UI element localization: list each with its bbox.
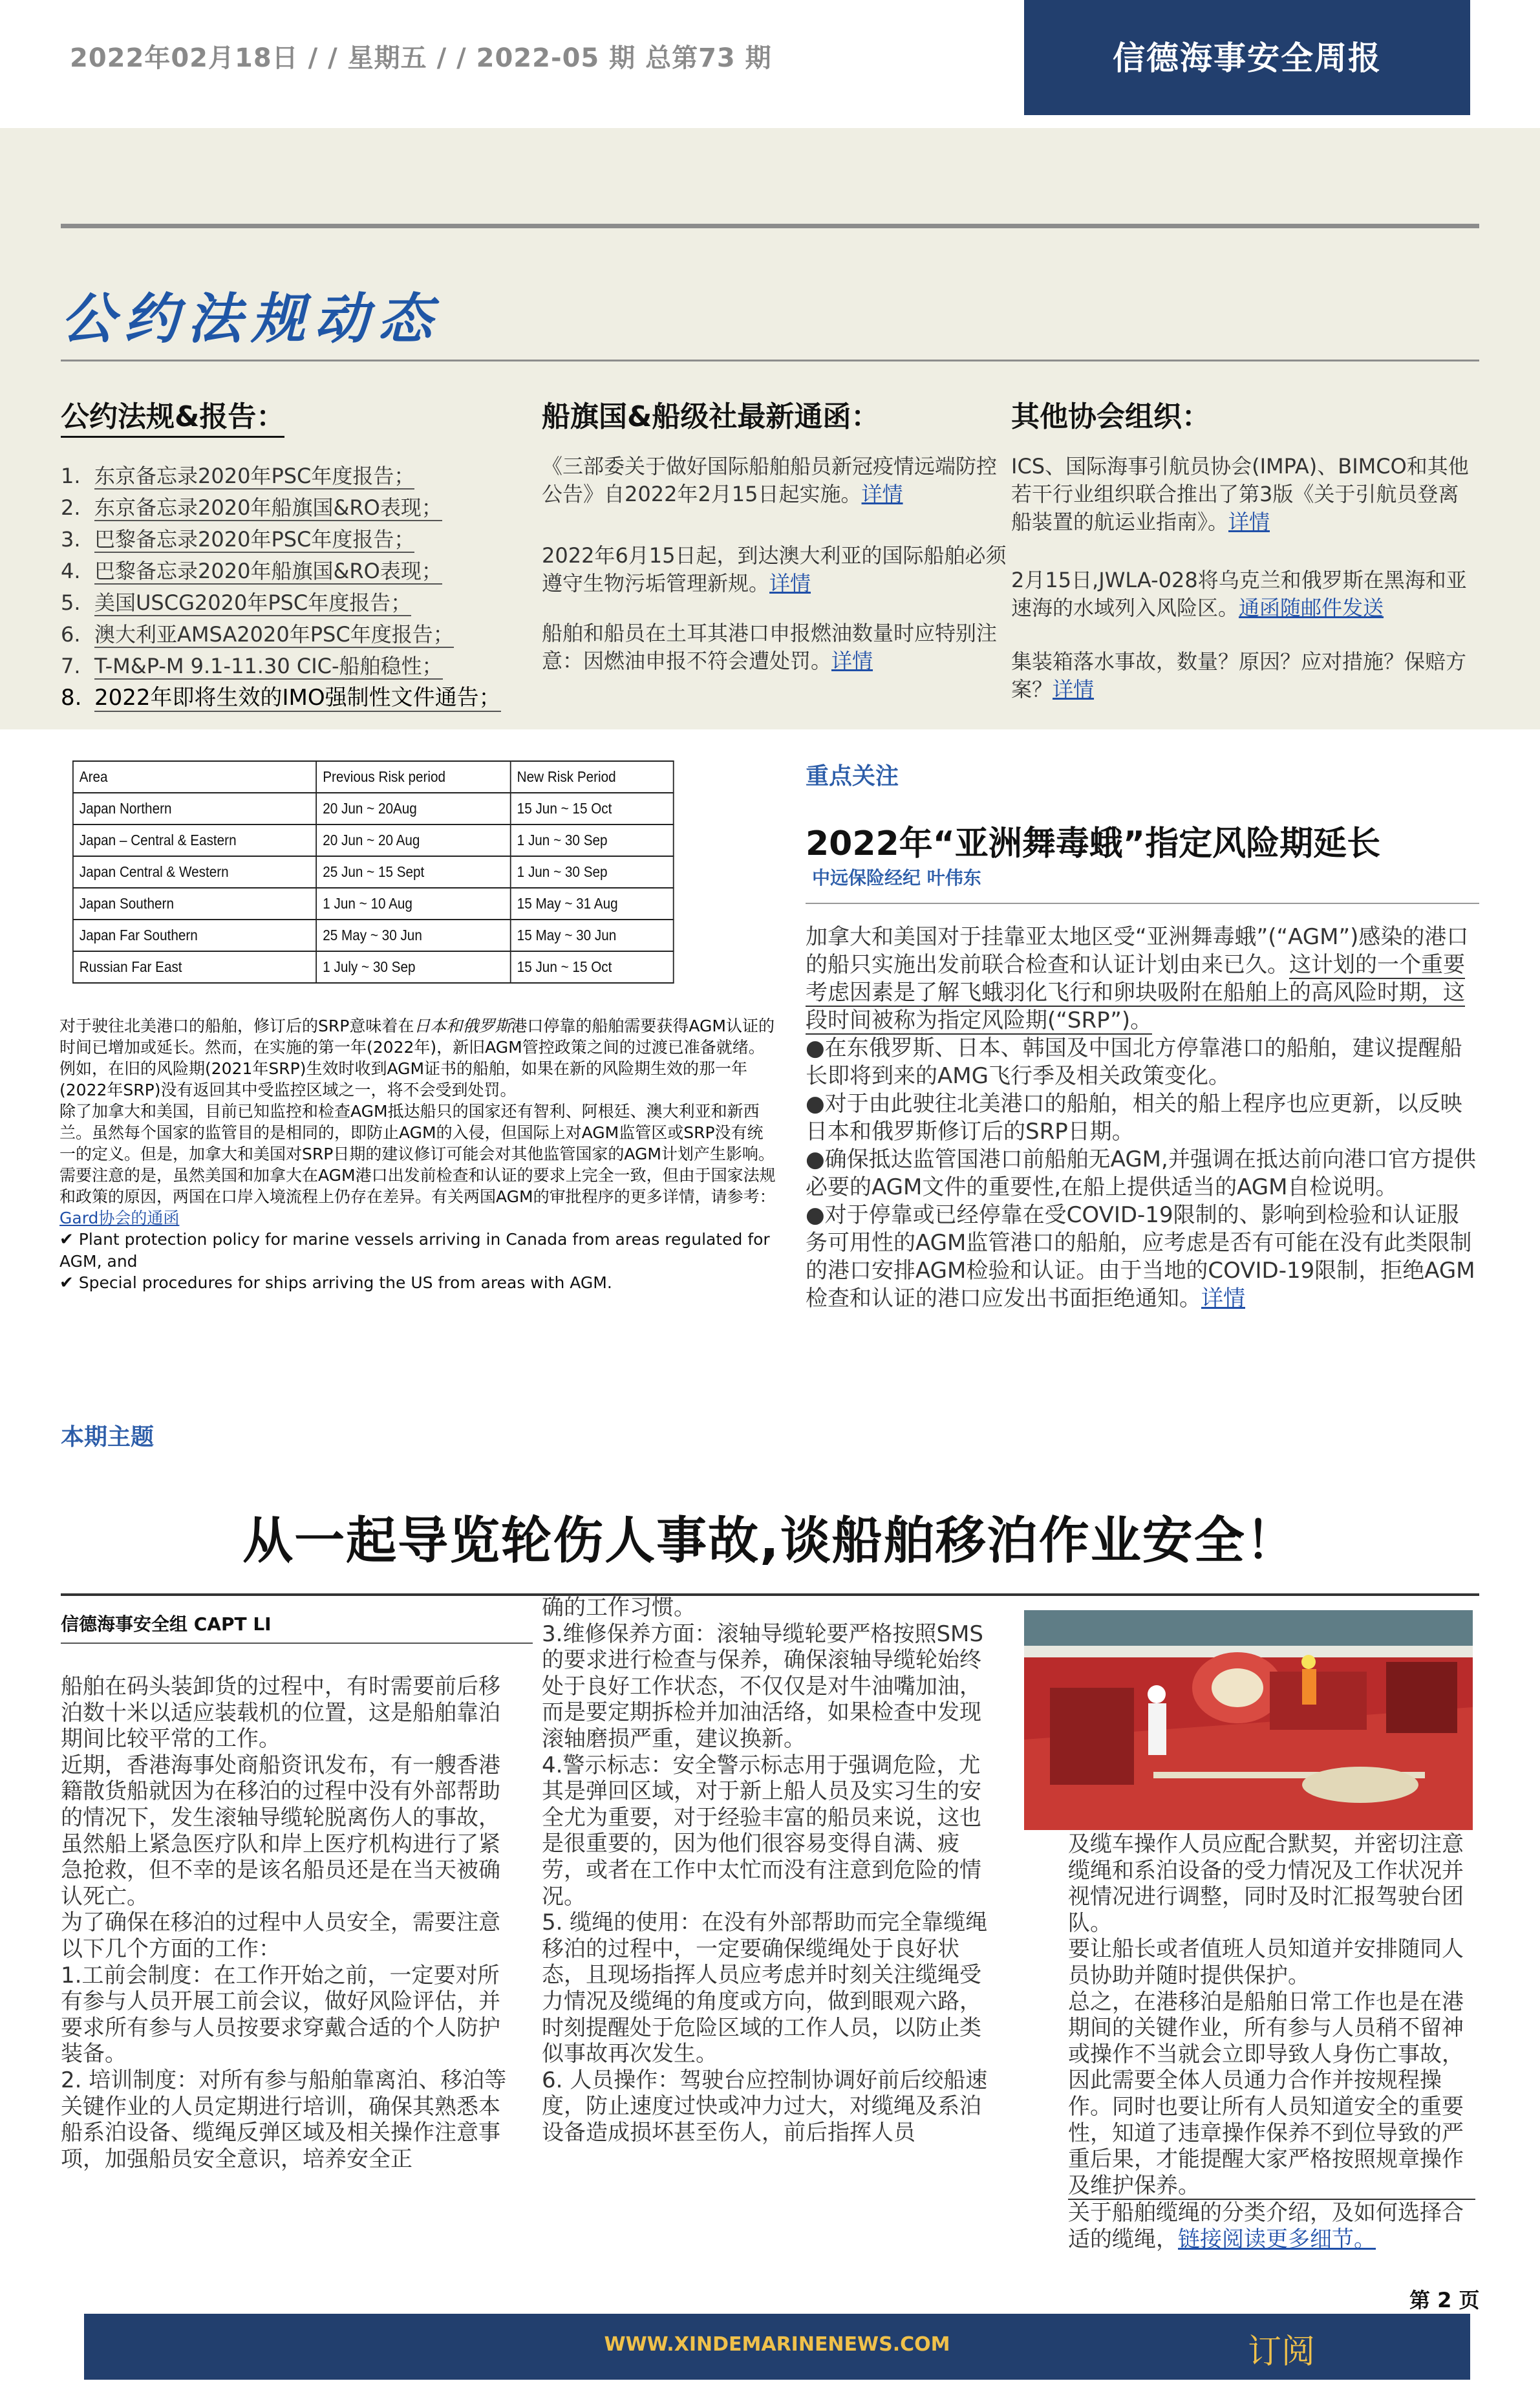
report-link[interactable]: 美国USCG2020年PSC年度报告；: [94, 590, 412, 615]
news-item: 《三部委关于做好国际船舶船员新冠疫情远端防控公告》自2022年2月15日起实施。详情: [542, 454, 998, 506]
news-item: ICS、国际海事引航员协会(IMPA)、BIMCO和其他若干行业组织联合推出了第3版《关于引航员登离船装置的航运业指南》。详情: [1011, 454, 1469, 534]
report-link[interactable]: 2022年即将生效的IMO强制性文件通告；: [94, 685, 501, 711]
key-focus-body: [806, 923, 1479, 1313]
report-link[interactable]: 巴黎备忘录2020年船旗国&RO表现；: [94, 559, 442, 583]
website-link[interactable]: WWW.XINDEMARINENEWS.COM: [604, 2333, 950, 2356]
report-link[interactable]: T-M&P-M 9.1-11.30 CIC-船舶稳性；: [94, 654, 443, 678]
table-header-row: [73, 761, 674, 793]
paragraph: 3.维修保养方面：滚轴导缆轮要严格按照SMS的要求进行检查与保养，确保滚轴导缆轮始终处于良好工作状态，不仅仅是对牛油嘴加油，而是要定期拆检并加油活络，如果检查中发现滚轴磨损严重，建议换新。: [542, 1621, 983, 1752]
table-row: Japan – Central & Eastern 20 Jun ~ 20 Aug 1 Jun ~ 30 Sep: [73, 824, 674, 856]
key-focus-title: 2022年“亚洲舞毒蛾”指定风险期延长: [806, 824, 1381, 863]
table-row: Japan Southern 1 Jun ~ 10 Aug 15 May ~ 31 Aug: [73, 888, 674, 920]
table-row: Japan Far Southern 25 May ~ 30 Jun 15 May ~ 30 Jun: [73, 920, 674, 951]
news-item: 集装箱落水事故，数量？原因？应对措施？保赔方案？详情: [1011, 649, 1467, 702]
masthead-title: 信德海事安全周报: [1113, 39, 1382, 77]
article-byline: 信德海事安全组 CAPT LI: [61, 1613, 272, 1635]
report-link[interactable]: 东京备忘录2020年船旗国&RO表现；: [94, 495, 442, 520]
key-focus-author: 中远保险经纪 叶伟东: [812, 867, 981, 889]
note-paragraph: 对于驶往北美港口的船舶，修订后的SRP意味着在日本和俄罗斯港口停靠的船舶需要获得AGM认证的时间已增加或延长。然而，在实施的第一年(2022年)，新旧AGM管控政策之间的过渡已准备就绪。例如，在旧的风险期(2021年SRP)生效时收到AGM证书的船舶，如果在新的风险期生效的那一年(2022年SRP)没有返回其中受监控区域之一，将不会受到处罚。: [59, 1017, 775, 1099]
news-item: 船舶和船员在土耳其港口申报燃油数量时应特别注意：因燃油申报不符会遭处罚。详情: [542, 621, 998, 673]
list-item[interactable]: 1. 东京备忘录2020年PSC年度报告；: [61, 464, 415, 488]
news-item: 2月15日,JWLA-028将乌克兰和俄罗斯在黑海和亚速海的水域列入风险区。通函随邮件发送: [1011, 568, 1467, 620]
report-link[interactable]: 巴黎备忘录2020年PSC年度报告；: [94, 527, 415, 552]
issue-date-line: 2022年02月18日 / / 星期五 / / 2022-05 期 总第73 期: [70, 43, 772, 73]
checklist-item: ✔ Plant protection policy for marine vessels arriving in Canada from areas regulated for AGM, and: [59, 1230, 770, 1271]
list-item[interactable]: 7. T-M&P-M 9.1-11.30 CIC-船舶稳性；: [61, 654, 443, 678]
bullet-item: ●对于停靠或已经停靠在受COVID-19限制的、影响到检验和认证服务可用性的AGM监管港口的船舶，应考虑是否有可能在没有此类限制的港口安排AGM检验和认证。由于当地的COVID-19限制，拒绝AGM检查和认证的港口应发出书面拒绝通知。详情: [806, 1202, 1475, 1311]
list-item[interactable]: 4. 巴黎备忘录2020年船旗国&RO表现；: [61, 559, 442, 583]
bullet-item: ●确保抵达监管国港口前船舶无AGM,并强调在抵达前向港口官方提供必要的AGM文件的重要性,在船上提供适当的AGM自检说明。: [806, 1147, 1476, 1200]
paragraph: 船舶在码头装卸货的过程中，有时需要前后移泊数十米以适应装载机的位置，这是船舶靠泊期间比较平常的工作。: [61, 1674, 500, 1752]
table-header-cell: Area: [73, 761, 316, 793]
report-link[interactable]: 东京备忘录2020年PSC年度报告；: [94, 464, 415, 488]
paragraph: 关于船舶缆绳的分类介绍，及如何选择合适的缆绳，链接阅读更多细节。: [1068, 2200, 1464, 2252]
article-column-3: [1068, 1831, 1475, 2253]
paragraph: 要让船长或者值班人员知道并安排随同人员协助并随时提供保护。: [1068, 1936, 1464, 1988]
report-list: [61, 460, 533, 714]
subscribe-button[interactable]: 订阅: [1248, 2333, 1316, 2371]
paragraph: 确的工作习惯。: [542, 1595, 696, 1621]
list-item[interactable]: 3. 巴黎备忘录2020年PSC年度报告；: [61, 527, 415, 552]
paragraph: 6. 人员操作：驾驶台应控制协调好前后绞船速度，防止速度过快或冲力过大，对缆绳及系泊设备造成损坏甚至伤人，前后指挥人员: [542, 2067, 988, 2146]
checkmark-icon: ✔: [59, 1273, 74, 1293]
paragraph: 为了确保在移泊的过程中人员安全，需要注意以下几个方面的工作：: [61, 1910, 500, 1962]
bullet-item: ●对于由此驶往北美港口的船舶，相关的船上程序也应更新，以反映日本和俄罗斯修订后的SRP日期。: [806, 1091, 1462, 1145]
paragraph: 及缆车操作人员应配合默契，并密切注意缆绳和系泊设备的受力情况及工作状况并视情况进行调整，同时及时汇报驾驶台团队。: [1068, 1831, 1464, 1936]
details-link[interactable]: 详情: [769, 571, 811, 596]
details-link[interactable]: 详情: [1053, 677, 1095, 702]
key-focus-label: 重点关注: [806, 763, 899, 790]
page-number: 第 2 页: [1409, 2288, 1480, 2312]
main-topic-title: 从一起导览轮伤人事故,谈船舶移泊作业安全！: [242, 1512, 1298, 1570]
divider: [806, 903, 1479, 904]
ship-deck-photo: [1024, 1610, 1473, 1830]
list-item[interactable]: 2. 东京备忘录2020年船旗国&RO表现；: [61, 495, 442, 520]
note-paragraph: 需要注意的是，虽然美国和加拿大在AGM港口出发前检查和认证的要求上完全一致，但由于国家法规和政策的原因，两国在口岸入境流程上仍存在差异。有关两国AGM的审批程序的更多详情，请参考：Gard协会的通函: [59, 1166, 776, 1227]
note-paragraph: 除了加拿大和美国，目前已知监控和检查AGM抵达船只的国家还有智利、阿根廷、澳大利亚和新西兰。虽然每个国家的监管目的是相同的，即防止AGM的入侵，但国际上对AGM监管区或SRP没有统一的定义。但是，加拿大和美国对SRP日期的建议修订可能会对其他监管国家的AGM计划产生影响。: [59, 1102, 775, 1163]
details-link[interactable]: 详情: [831, 649, 873, 673]
col-heading-regulations: 公约法规&报告：: [61, 393, 284, 438]
paragraph: 近期，香港海事处商船资讯发布，有一艘香港籍散货船就因为在移泊的过程中没有外部帮助的情况下，发生滚轴导缆轮脱离伤人的事故，虽然船上紧急医疗队和岸上医疗机构进行了紧急抢救，但不幸的是该名船员还是在当天被确认死亡。: [61, 1752, 500, 1910]
table-row: Japan Northern 20 Jun ~ 20Aug 15 Jun ~ 15 Oct: [73, 793, 674, 824]
article-column-1: [61, 1674, 513, 2172]
checkmark-icon: ✔: [59, 1230, 74, 1249]
section-divider: [61, 360, 1479, 361]
paragraph: 总之，在港移泊是船舶日常工作也是在港期间的关键作业，所有参与人员稍不留神或操作不当就会立即导致人身伤亡事故，因此需要全体人员通力合作并按规程操作。同时也要让所有人员知道安全的重要性，知道了违章操作保养不到位导致的严重后果，才能提醒大家严格按照规章操作及维护保养。: [1068, 1989, 1475, 2201]
list-item[interactable]: 6. 澳大利亚AMSA2020年PSC年度报告；: [61, 622, 454, 647]
paragraph: 2. 培训制度：对所有参与船舶靠离泊、移泊等关键作业的人员定期进行培训，确保其熟悉本船系泊设备、缆绳反弹区域及相关操作注意事项，加强船员安全意识，培养安全正: [61, 2067, 507, 2172]
read-more-link[interactable]: 链接阅读更多细节。: [1178, 2226, 1376, 2252]
table-header-cell: Previous Risk period: [316, 761, 510, 793]
agm-risk-period-table: [72, 760, 674, 984]
details-link[interactable]: 详情: [1228, 510, 1270, 534]
divider: [61, 1643, 533, 1644]
table-row: Russian Far East 1 July ~ 30 Sep 15 Jun ~ 15 Oct: [73, 951, 674, 983]
list-item[interactable]: 8. 2022年即将生效的IMO强制性文件通告；: [61, 685, 501, 711]
details-link[interactable]: 详情: [1201, 1286, 1245, 1311]
news-item: 2022年6月15日起，到达澳大利亚的国际船舶必须遵守生物污垢管理新规。详情: [542, 543, 1007, 596]
table-header-cell: New Risk Period: [511, 761, 674, 793]
paragraph: 1.工前会制度：在工作开始之前，一定要对所有参与人员开展工前会议，做好风险评估，并要求所有参与人员按要求穿戴合适的个人防护装备。: [61, 1962, 500, 2067]
list-item[interactable]: 5. 美国USCG2020年PSC年度报告；: [61, 590, 412, 615]
section-title: 公约法规动态: [61, 287, 442, 350]
main-topic-label: 本期主题: [61, 1424, 155, 1450]
agm-notes: [59, 1015, 777, 1294]
bullet-item: ●在东俄罗斯、日本、韩国及中国北方停靠港口的船舶，建议提醒船长即将到来的AMG飞行季及相关政策变化。: [806, 1035, 1462, 1089]
article-column-2: [542, 1595, 988, 2146]
section-divider: [61, 224, 1479, 228]
col-heading-associations: 其他协会组织：: [1011, 400, 1210, 433]
paragraph: 加拿大和美国对于挂靠亚太地区受“亚洲舞毒蛾”(“AGM”)感染的港口的船只实施出发前联合检查和认证计划由来已久。这计划的一个重要考虑因素是了解飞蛾羽化飞行和卵块吸附在船舶上的高风险时期，这段时间被称为指定风险期(“SRP”)。: [806, 924, 1469, 1033]
paragraph: 5. 缆绳的使用：在没有外部帮助而完全靠缆绳移泊的过程中，一定要确保缆绳处于良好状态，且现场指挥人员应考虑并时刻关注缆绳受力情况及缆绳的角度或方向，做到眼观六路，时刻提醒处于危险区域的工作人员，以防止类似事故再次发生。: [542, 1910, 988, 2067]
table-row: Japan Central & Western 25 Jun ~ 15 Sept 1 Jun ~ 30 Sep: [73, 856, 674, 888]
gard-circular-link[interactable]: Gard协会的通函: [59, 1209, 180, 1227]
col-heading-flag-class: 船旗国&船级社最新通函：: [542, 400, 880, 433]
details-link[interactable]: 详情: [861, 482, 903, 506]
circular-link[interactable]: 通函随邮件发送: [1239, 596, 1384, 620]
paragraph: 4.警示标志：安全警示标志用于强调危险，尤其是弹回区域，对于新上船人员及实习生的安全尤为重要，对于经验丰富的船员来说，这也是很重要的，因为他们很容易变得自满、疲劳，或者在工作中太忙而没有注意到危险的情况。: [542, 1752, 981, 1910]
report-link[interactable]: 澳大利亚AMSA2020年PSC年度报告；: [94, 622, 454, 647]
checklist-item: ✔ Special procedures for ships arriving the US from areas with AGM.: [59, 1273, 612, 1293]
